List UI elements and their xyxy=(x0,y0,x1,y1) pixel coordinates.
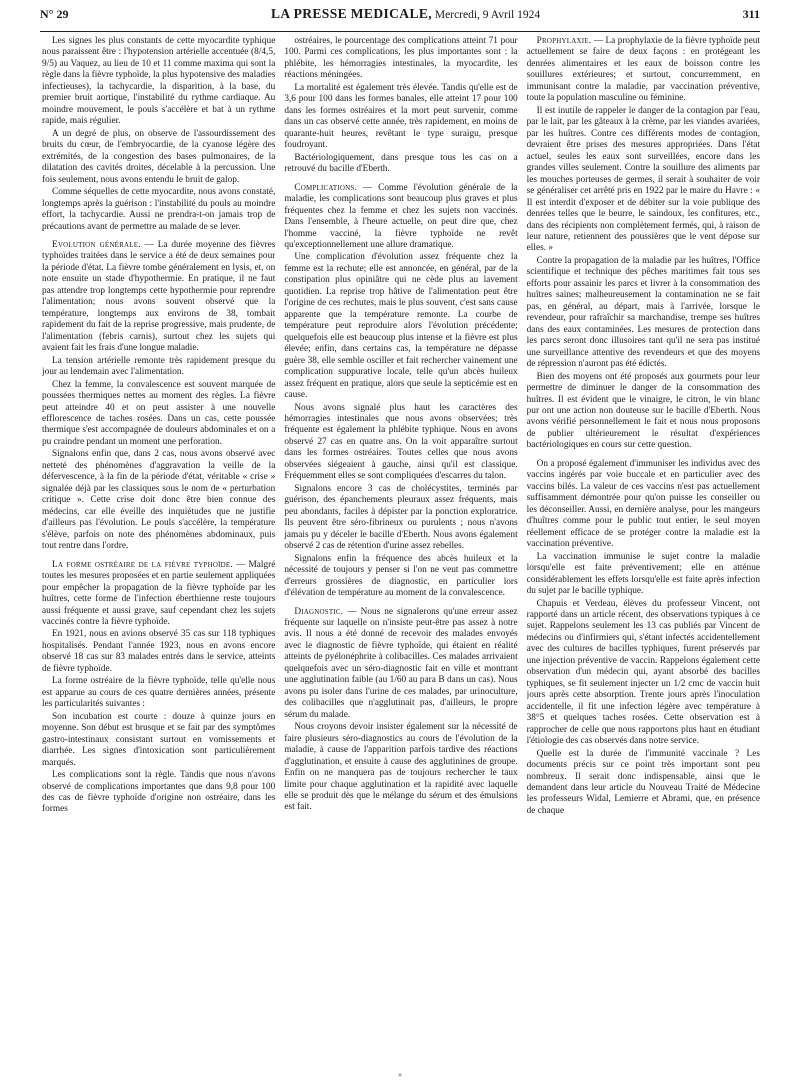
text-column-middle xyxy=(284,36,517,1068)
paragraph-text: Nous avons signalé plus haut les caractères des hémorragies intestinales que nous avons observées; très fréquente est également la phlébite typhique. Nous en avons observé 27 cas en quatre ans. On la voit apparaître surtout dans les formes ostréaires. Toutes celles que nous avons observées siégeaient à gauche, ainsi qu'il est classique. Fréquemment elles se sont compliquées d'escarres du talon. xyxy=(284,402,518,482)
paragraph-text: La vaccination immunise le sujet contre la maladie lorsqu'elle est faite préventivement; elle en atténue considérablement les effets lorsqu'elle est faite après infection du sujet par le bacille typhique. xyxy=(526,551,760,597)
paragraph-text: Son incubation est courte : douze à quinze jours en moyenne. Son début est brusque et se fait par des symptômes gastro-intestinaux consistant surtout en vomissements et diarrhée. Les signes d'intoxication sont particulièrement marqués. xyxy=(42,711,276,768)
paragraph-text: Nous croyons devoir insister également sur la nécessité de faire plusieurs séro-diagnostics au cours de l'évolution de la maladie, à cause de l'apparition parfois tardive des réactions d'agglutination, et ensuite à cause des agglutinines de groupe. Enfin on ne manquera pas de toujours rechercher le taux limite pour chaque agglutination et la rapidité avec laquelle elle se produit dès que le mélange du sérum et des émulsions est fait. xyxy=(284,722,518,813)
section-heading: Evolution générale. xyxy=(52,239,141,250)
paragraph-text: Une complication d'évolution assez fréquente chez la femme est la rechute; elle est annoncée, en général, par de la constipation plus opiniâtre qui ne cède plus au lavement quotidien. La reprise trop hâtive de l'alimentation peut être l'origine de ces rechutes, mais le plus souvent, c'est sans cause apparente que la température remonte. La courbe de température peut reproduire alors l'évolution précédente; quelquefois elle est beaucoup plus intense et la fièvre est plus élevée; enfin, dans certains cas, la température ne dépasse guère 38, elle semble osciller et fait rechercher vainement une complication suppurative locale, telle qu'un abcès huileux assez fréquent en pratique, alors que seule la septicémie est en cause. xyxy=(284,252,518,401)
page-footer-mark: » xyxy=(398,1070,402,1080)
paragraph-text: Signalons encore 3 cas de cholécystites, terminés par guérison, des épanchements pleuraux assez fréquents, mais peu abondants, faciles à dépister par la ponction exploratrice. Ils peuvent être séro-fibrineux ou purulents ; nous n'avons jamais pu y déceler le bacille d'Eberth. Nous avons également observé 2 cas de rétention d'urine assez rebelles. xyxy=(284,483,518,552)
paragraph xyxy=(527,36,760,105)
paragraph-text: La tension artérielle remonte très rapidement presque du jour au lendemain avec l'alimentation. xyxy=(42,355,276,378)
section-heading: Diagnostic. xyxy=(294,606,344,617)
paragraph-text: Les complications sont la règle. Tandis que nous n'avons observé de complications importantes que dans 9,8 pour 100 des cas de fièvre typhoïde d'origine non ostréaire, dans les formes xyxy=(42,770,276,815)
paragraph xyxy=(42,187,275,233)
journal-title-line xyxy=(271,6,540,23)
paragraph xyxy=(42,380,275,449)
paragraph-text: — Comme l'évolution générale de la maladie, les complications sont beaucoup plus graves et plus fréquentes chez la femme et chez les sujets non vaccinés. Dans l'ensemble, à l'heure actuelle, on peut dire que, chez l'homme vacciné, la fièvre typhoïde ne revêt qu'exceptionnellement une allure dramatique. xyxy=(284,182,518,250)
paragraph-text: Chapuis et Verdeau, élèves du professeur Vincent, ont rapporté dans un article récent, des observations typiques à ce sujet. Rappelons seulement les 13 cas publiés par Vincent de médecins ou d'infirmiers qui, s'étant infectés accidentellement avec des cultures de bacilles typhiques, furent préservés par une injection préventive de vaccin. Rappelons également cette observation d'un médecin qui, ayant absorbé des bacilles typhiques, se fit seulement injecter un 1/2 cmc de vaccin huit jours après cette absorption. Trente jours après l'inoculation accidentelle, il fit une infection légère avec température à 38°5 et quelques taches rosées. Cette observation est à rapprocher de celle que nous rapportons plus haut en étudiant l'étiologie des cas observés dans notre service. xyxy=(526,598,760,747)
paragraph xyxy=(527,106,760,255)
paragraph xyxy=(42,676,275,710)
paragraph-text: Il est inutile de rappeler le danger de la contagion par l'eau, par le lait, par les gâteaux à la crème, par les viandes avariées, par les huîtres. Contre ces différents modes de contagion, devraient être prises des mesures appropriées. Dans l'état actuel, seules les eaux sont surveillées, encore dans les grandes villes seulement. Contre la souillure des aliments par les mouches porteuses de germes, il serait à souhaiter de voir se généraliser cet arrêté pris en 1922 par le maire du Havre : « Il est interdit d'exposer et de débiter sur la voie publique des denrées telles que le beurre, le saindoux, les confitures, etc., dans des récipients non complètement fermés, qui, à raison de leur nature, retiennent des poussières que le vent dépose sur elles. » xyxy=(526,105,760,254)
paragraph-text: — Malgré toutes les mesures proposées et en partie seulement appliquées pour empêcher la propagation de la fièvre typhoïde par les huîtres, cette forme de l'infection éberthienne reste toujours aussi fréquente et aussi grave, sauf cependant chez les sujets vaccinés contre la fièvre typhoïde. xyxy=(42,559,276,627)
paragraph-text: Bien des moyens ont été proposés aux gourmets pour leur permettre de diminuer le danger de la consommation des huîtres. Il est évident que le vinaigre, le citron, le vin blanc pur ont une action non douteuse sur le bacille d'Eberth. Nous avons vérifié personnellement le fait et nous nous proposons de publier ultérieurement le résultat d'expériences bactériologiques en cours sur cette question. xyxy=(526,371,760,451)
paragraph xyxy=(284,252,517,401)
paragraph-text: Quelle est la durée de l'immunité vaccinale ? Les documents précis sur ce point très important sont peu nombreux. Il serait donc indispensable, ainsi que le demandent dans leur article du Nouveau Traité de Médecine les professeurs Widal, Lemierre et Abrami, que, en présence de chaque xyxy=(526,748,760,816)
journal-title: LA PRESSE MEDICALE, xyxy=(271,6,433,21)
paragraph xyxy=(527,459,760,551)
text-column-right xyxy=(527,36,760,1068)
paragraph xyxy=(527,552,760,598)
paragraph-text: Signalons enfin la fréquence des abcès huileux et la nécessité de toujours y penser si l'on ne veut pas commettre d'erreurs grossières de diagnostic, en particulier lors d'élévation de température au moment de la convalescence. xyxy=(284,553,518,599)
paragraph xyxy=(284,183,517,252)
paragraph xyxy=(42,129,275,186)
paragraph-text: Comme séquelles de cette myocardite, nous avons constaté, longtemps après la guérison : l'instabilité du pouls au moindre effort, la tachycardie. Aussi ne prendra-t-on jamais trop de précautions avant de permettre au malade de se lever. xyxy=(42,187,276,232)
paragraph-text: En 1921, nous en avions observé 35 cas sur 118 typhiques hospitalisés. Pendant l'année 1923, nous en avons encore observé 18 cas sur 83 malades entrés dans le service, atteints de fièvre typhoïde. xyxy=(42,629,276,674)
paragraph xyxy=(284,403,517,483)
paragraph xyxy=(284,484,517,553)
paragraph xyxy=(42,712,275,769)
section-heading: Prophylaxie. xyxy=(536,36,592,46)
paragraph xyxy=(42,770,275,816)
header-rule xyxy=(40,31,760,32)
paragraph-text: — Nous ne signalerons qu'une erreur assez fréquente sur laquelle on n'insiste peut-être pas assez à notre avis. Il nous a été donné de recevoir des malades envoyés avec le diagnostic de fièvre typhoïde, qui étaient en réalité atteints de pyélonéphrite à colibacilles. Ces malades arrivaient quelquefois avec un séro-diagnostic fait en ville et montrant une agglutination faible (au 1/60 au para B dans un cas). Nous avons pu isoler dans l'urine de ces malades, par urinoculture, des colibacilles que n'agglutinait pas, d'ailleurs, le propre sérum du malade. xyxy=(284,606,518,720)
paragraph xyxy=(42,449,275,552)
paragraph xyxy=(42,36,275,128)
paragraph xyxy=(284,36,517,82)
paragraph-text: La forme ostréaire de la fièvre typhoïde, telle qu'elle nous est apparue au cours de ces quatre dernières années, présente les particularités suivantes : xyxy=(42,676,276,710)
section-heading: La forme ostréaire de la fièvre typhoïde. xyxy=(52,559,233,570)
paragraph xyxy=(527,372,760,452)
paragraph-text: A un degré de plus, on observe de l'assourdissement des bruits du cœur, de l'embryocardie, de la cyanose légère des extrémités, de la congestion des bases pulmonaires, de la dilatation des cavités droites, décelable à la percussion. Une fois seulement, nous avons entendu le bruit de galop. xyxy=(42,128,276,185)
paragraph-text: — La prophylaxie de la fièvre typhoïde peut actuellement se faire de deux façons : en protégeant les denrées alimentaires et les eaux de boisson contre les souillures extérieures; et surtout, concurremment, en immunisant contre la maladie, par vaccination préventive, toute la population masculine ou féminine. xyxy=(526,36,760,104)
paragraph xyxy=(527,256,760,371)
paragraph xyxy=(42,240,275,355)
issue-number: N° 29 xyxy=(40,7,69,21)
paragraph xyxy=(42,356,275,379)
paragraph xyxy=(42,629,275,675)
paragraph-text: Bactériologiquement, dans presque tous les cas on a retrouvé du bacille d'Eberth. xyxy=(284,152,518,175)
paragraph-text: On a proposé également d'immuniser les individus avec des vaccins ingérés par voie buccale et en particulier avec des vaccins bilés. La valeur de ces vaccins n'est pas actuellement suffisamment démontrée pour qu'on puisse les conseiller ou les déconseiller. Aussi, en dernière analyse, pour les mangeurs d'huîtres comme pour le public tout entier, le seul moyen réellement efficace de se protéger contre la maladie est la vaccination préventive. xyxy=(526,458,760,550)
page-header xyxy=(40,6,760,28)
paragraph-text: La mortalité est également très élevée. Tandis qu'elle est de 3,6 pour 100 dans les formes banales, elle atteint 17 pour 100 dans les formes ostréaires et la mort peut survenir, comme dans un cas observé cette année, très rapidement, en moins de quarante-huit heures, revêtant le type suraigu, presque foudroyant. xyxy=(284,82,518,151)
article-columns xyxy=(42,36,760,1068)
paragraph xyxy=(284,722,517,814)
page-number: 311 xyxy=(742,7,760,21)
paragraph-text: Contre la propagation de la maladie par les huîtres, l'Office scientifique et technique des pêches maritimes fait tous ses efforts pour assainir les parcs et livrer à la consommation des huîtres saines; malheureusement la contamination ne se fait pas, en général, au départ, mais à l'arrivée, lorsque le revendeur, pour rafraîchir sa marchandise, trempe ses huîtres dans des eaux contaminées. Les mesures de protection dans les parcs seront donc illusoires tant qu'il ne sera pas institué une surveillance attentive des revendeurs et que des moyens de répression n'auront pas été édictés. xyxy=(526,255,760,370)
paragraph-text: — La durée moyenne des fièvres typhoïdes traitées dans le service a été de deux semaines pour la période d'état. La fièvre tombe généralement en lysis, et, on note ensuite un stade d'hypothermie. En pratique, il ne faut pas attendre trop longtemps cette hypothermie pour reprendre l'alimentation; nous avons souvent observé que la température, longtemps aux environs de 38, tombait rapidement du fait de la reprise progressive, mais prudente, de l'alimentation (febris carnis), surtout chez les sujets qui avaient fait les frais d'une longue maladie. xyxy=(42,239,276,354)
paragraph-text: Les signes les plus constants de cette myocardite typhique nous paraissent être : l'hypotension artérielle accentuée (8/4,5, 9/5) au Vaquez, au lieu de 10 et 11 comme maxima qui sont la règle dans la fièvre typhoïde, la plus hypotensive des maladies infectieuses), la tachycardie, la disparition, à la base, du premier bruit aortique, l'instabilité du rythme cardiaque. Au moindre mouvement, le pouls s'accélère et bat à un rythme rapide, mais régulier. xyxy=(42,36,276,127)
section-heading: Complications. xyxy=(294,182,357,193)
paragraph-text: Signalons enfin que, dans 2 cas, nous avons observé avec netteté des phénomènes d'aggravation la veille de la défervescence, à la fin de la période d'état, véritable « crise » signalée déjà par les classiques sous le nom de « perturbation critique ». Cette crise doit donc être bien connue des médecins, car elle éveille des inquiétudes que ne justifie d'ailleurs pas l'évolution. Le pouls s'accélère, la température s'élève, parfois on note des phénomènes abdominaux, puis tout rentre dans l'ordre. xyxy=(42,449,276,552)
paragraph-text: Chez la femme, la convalescence est souvent marquée de poussées thermiques nettes au moment des règles. La fièvre peut atteindre 40 et on peut assister à une nouvelle efflorescence de taches rosées. Dans un cas, cette poussée thermique s'est accompagnée de douleurs abdominales et on a pu craindre pendant un moment une perforation. xyxy=(42,379,276,447)
paragraph xyxy=(284,607,517,722)
paragraph-text: ostréaires, le pourcentage des complications atteint 71 pour 100. Parmi ces complications, les plus importantes sont : la phlébite, les hémorragies intestinales, la myocardite, les réactions méningées. xyxy=(284,36,518,81)
paragraph xyxy=(42,560,275,629)
issue-date: Mercredi, 9 Avril 1924 xyxy=(432,9,541,21)
paragraph xyxy=(284,153,517,176)
paragraph xyxy=(284,83,517,152)
text-column-left xyxy=(42,36,275,1068)
paragraph xyxy=(527,599,760,748)
paragraph xyxy=(527,749,760,818)
paragraph xyxy=(284,554,517,600)
